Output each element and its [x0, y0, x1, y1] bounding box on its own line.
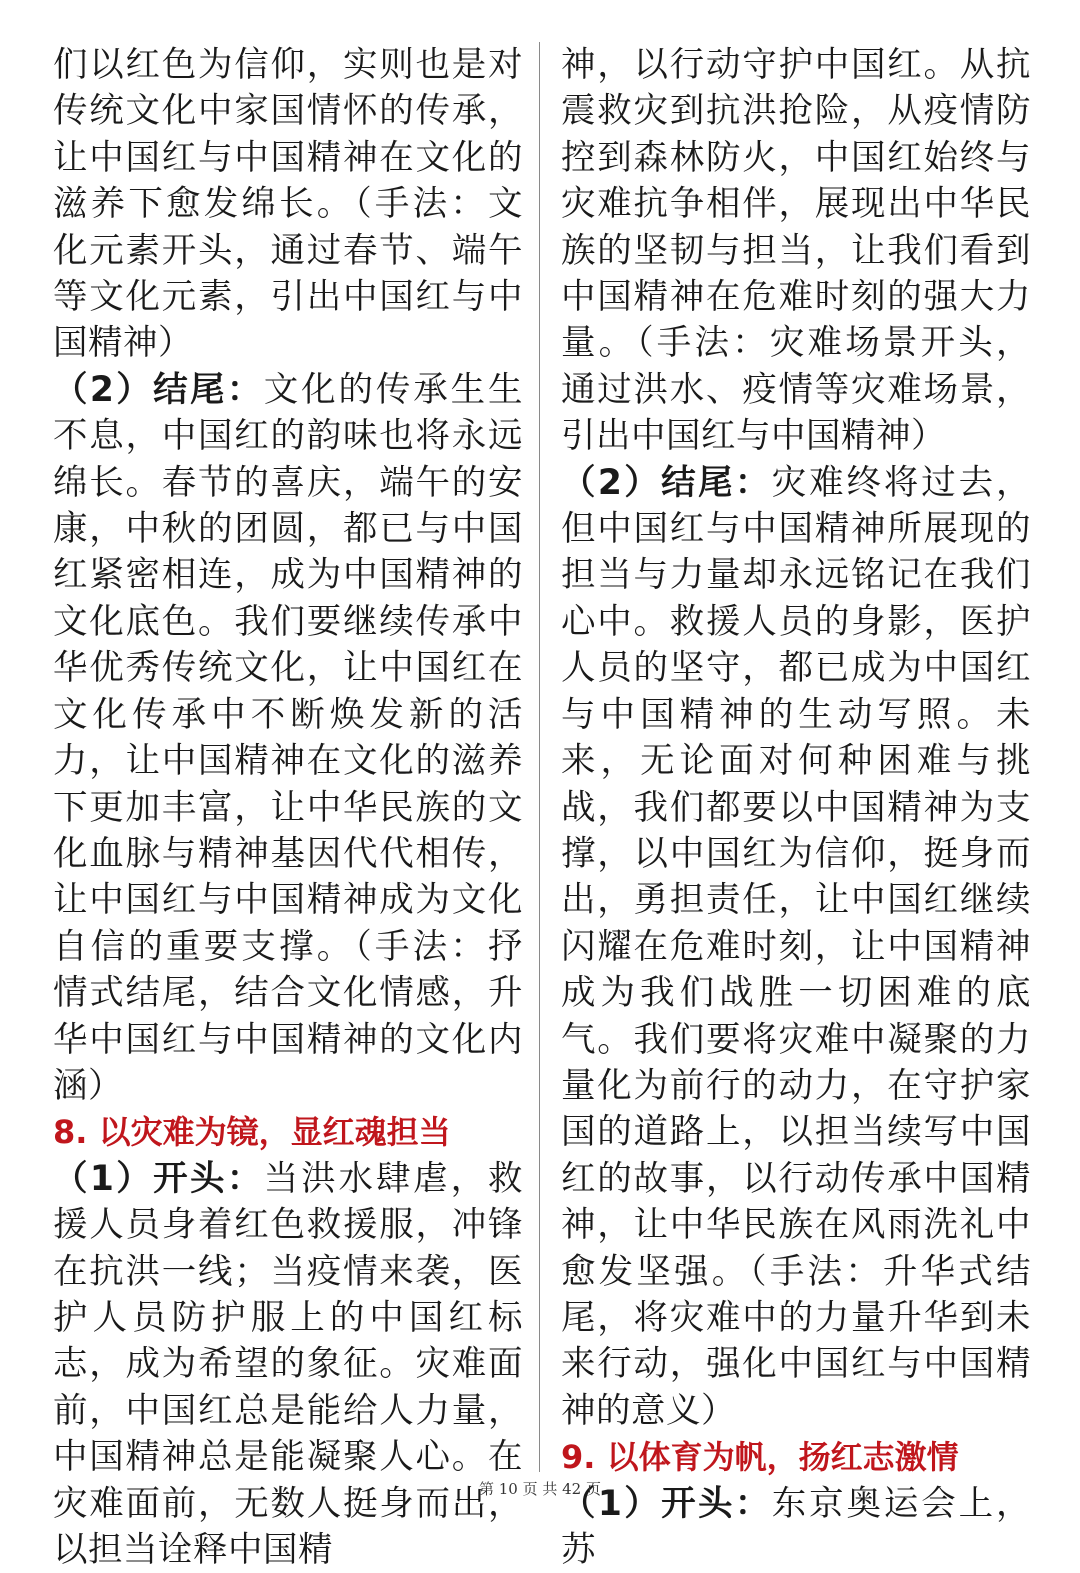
right-ending-paragraph [561, 460, 1031, 1435]
right-paragraph-continued: 神，以行动守护中国红。从抗震救灾到抗洪抢险，从疫情防控到森林防火，中国红始终与灾难抗争相伴，展现出中华民族的坚韧与担当，让我们看到中国精神在危难时刻的强大力量。（手法：灾难场景开头，通过洪水、疫情等灾难场景，引出中国红与中国精神） [561, 45, 1031, 457]
left-ending-paragraph [53, 367, 523, 1110]
opening-label: （1）开头： [561, 1483, 772, 1524]
ending-label: （2）结尾： [561, 462, 772, 503]
ending-text: 文化的传承生生不息，中国红的韵味也将永远绵长。春节的喜庆，端午的安康，中秋的团圆，都已与中国红紧密相连，成为中国精神的文化底色。我们要继续传承中华优秀传统文化，让中国红在文化传承中不断焕发新的活力，让中国精神在文化的滋养下更加丰富，让中华民族的文化血脉与精神基因代代相传，让中国红与中国精神成为文化自信的重要支撑。（手法：抒情式结尾，结合文化情感，升华中国红与中国精神的文化内涵） [53, 369, 523, 1106]
section-8-title: 8. 以灾难为镜，显红魂担当 [53, 1113, 451, 1152]
left-paragraph-continued: 们以红色为信仰，实则也是对传统文化中家国情怀的传承，让中国红与中国精神在文化的滋养下愈发绵长。（手法：文化元素开头，通过春节、端午等文化元素，引出中国红与中国精神） [53, 45, 523, 364]
column-divider [539, 42, 540, 1472]
opening-text: 当洪水肆虐，救援人员身着红色救援服，冲锋在抗洪一线；当疫情来袭，医护人员防护服上的中国红标志，成为希望的象征。灾难面前，中国红总是能给人力量，中国精神总是能凝聚人心。在灾难面前，无数人挺身而出，以担当诠释中国精 [53, 1158, 523, 1570]
opening-text: 东京奥运会上，苏 [561, 1483, 1031, 1570]
ending-text: 灾难终将过去，但中国红与中国精神所展现的担当与力量却永远铭记在我们心中。救援人员的身影，医护人员的坚守，都已成为中国红与中国精神的生动写照。未来，无论面对何种困难与挑战，我们都要以中国精神为支撑，以中国红为信仰，挺身而出，勇担责任，让中国红继续闪耀在危难时刻，让中国精神成为我们战胜一切困难的底气。我们要将灾难中凝聚的力量化为前行的动力，在守护家国的道路上，以担当续写中国红的故事，以行动传承中国精神，让中华民族在风雨洗礼中愈发坚强。（手法：升华式结尾，将灾难中的力量升华到未来行动，强化中国红与中国精神的意义） [561, 462, 1031, 1431]
left-column [53, 42, 523, 1573]
section-9-title: 9. 以体育为帆，扬红志激情 [561, 1438, 959, 1477]
right-column [561, 42, 1031, 1573]
page-number-footer: 第 10 页 共 42 页 [478, 1480, 601, 1498]
ending-label: （2）结尾： [53, 369, 264, 410]
opening-label: （1）开头： [53, 1158, 264, 1199]
section-8-opening-paragraph [53, 1156, 523, 1573]
